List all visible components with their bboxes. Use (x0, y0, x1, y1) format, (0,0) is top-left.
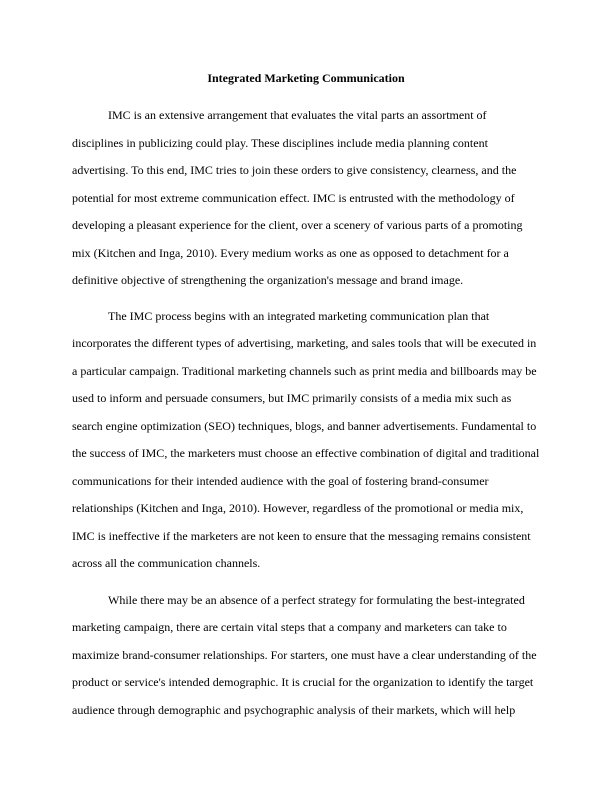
paragraph-3-line-4: product or service's intended demographic. It is crucial for the organization to identify the target (72, 675, 534, 689)
paragraph-2-line-10: across all the communication channels. (72, 556, 261, 570)
paragraph-3-line-5: audience through demographic and psychographic analysis of their markets, which will help (72, 703, 516, 717)
paragraph-2-line-4: used to inform and persuade consumers, but IMC primarily consists of a media mix such as (72, 391, 512, 405)
paragraph-3-line-2: marketing campaign, there are certain vital steps that a company and marketers can take to (72, 620, 507, 634)
paragraph-3-line-1: While there may be an absence of a perfect strategy for formulating the best-integrated (108, 593, 525, 607)
paragraph-1-line-7: definitive objective of strengthening the organization's message and brand image. (72, 273, 464, 287)
paragraph-3-line-3: maximize brand-consumer relationships. For starters, one must have a clear understanding of the (72, 648, 537, 662)
paragraph-2-line-3: a particular campaign. Traditional marketing channels such as print media and billboards may be (72, 364, 537, 378)
paragraph-1-line-6: mix (Kitchen and Inga, 2010). Every medium works as one as opposed to detachment for a (72, 246, 509, 260)
paragraph-2-line-6: the success of IMC, the marketers must choose an effective combination of digital and traditional (72, 446, 540, 460)
page-title: Integrated Marketing Communication (207, 71, 405, 85)
paragraph-1-line-4: potential for most extreme communication effect. IMC is entrusted with the methodology of (72, 191, 515, 205)
paragraph-2-line-8: relationships (Kitchen and Inga, 2010). However, regardless of the promotional or media mix, (72, 501, 524, 515)
paragraph-2-line-7: communications for their intended audience with the goal of fostering brand-consumer (72, 474, 489, 488)
paragraph-1-line-1: IMC is an extensive arrangement that evaluates the vital parts an assortment of (108, 108, 487, 122)
paragraph-2-line-9: IMC is ineffective if the marketers are not keen to ensure that the messaging remains consistent (72, 529, 531, 543)
paragraph-1-line-3: advertising. To this end, IMC tries to join these orders to give consistency, clearness, and the (72, 163, 517, 177)
paragraph-2-line-2: incorporates the different types of advertising, marketing, and sales tools that will be executed in (72, 336, 537, 350)
paragraph-1-line-5: developing a pleasant experience for the client, over a scenery of various parts of a promoting (72, 218, 523, 232)
paragraph-1-line-2: disciplines in publicizing could play. These disciplines include media planning content (72, 136, 488, 150)
paragraph-2-line-5: search engine optimization (SEO) techniques, blogs, and banner advertisements. Fundamental to (72, 419, 537, 433)
paragraph-2-line-1: The IMC process begins with an integrated marketing communication plan that (108, 309, 490, 323)
